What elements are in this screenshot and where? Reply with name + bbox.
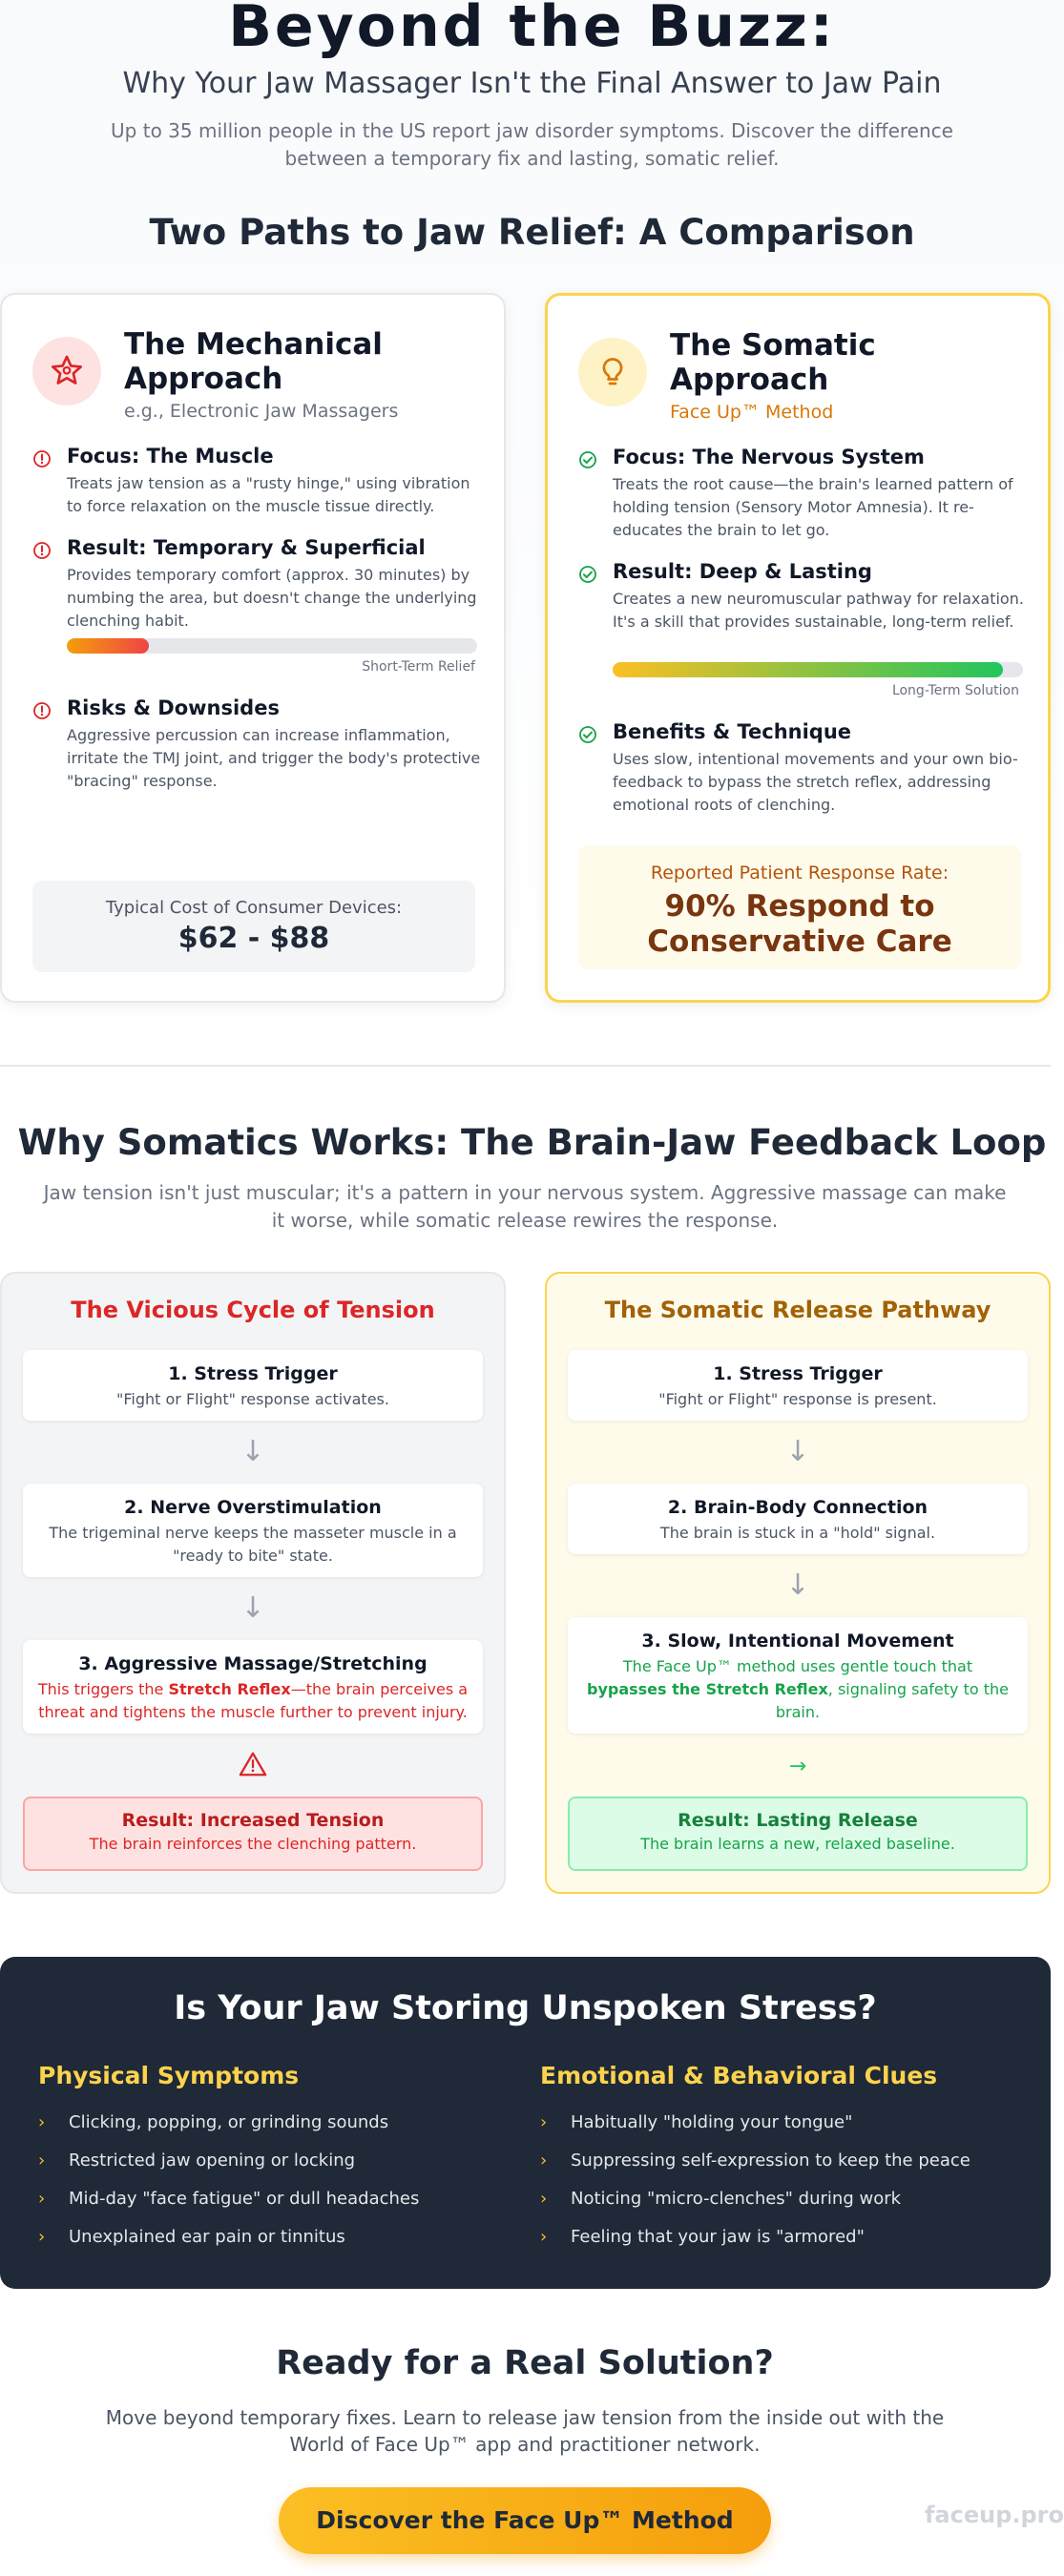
increased-tension-result <box>23 1797 483 1871</box>
mechanical-card-kicker: e.g., Electronic Jaw Massagers <box>124 401 399 422</box>
chevron-right-icon: › <box>540 2226 548 2247</box>
vicious-step <box>23 1350 483 1421</box>
check-circle-icon <box>578 719 613 817</box>
emotional-clues-title: Emotional & Behavioral Clues <box>540 2062 938 2089</box>
list-item: › Suppressing self-expression to keep the peace <box>540 2150 970 2171</box>
list-item: › Noticing "micro-clenches" during work <box>540 2188 902 2209</box>
item-text: Treats the root cause—the brain's learned pattern of holding tension (Sensory Motor Amnesia). It re-educates the brain to let go. <box>613 475 1013 539</box>
arrow-down-icon: ↓ <box>240 1591 265 1625</box>
emotional-clues-column <box>540 2062 998 2255</box>
somatic-item <box>578 559 1027 634</box>
cta-heading: Ready for a Real Solution? <box>276 2344 774 2382</box>
item-title: Risks & Downsides <box>67 696 280 719</box>
list-item: › Habitually "holding your tongue" <box>540 2111 853 2132</box>
mechanical-item <box>32 535 481 633</box>
cost-box <box>32 881 475 972</box>
step-title: 3. Slow, Intentional Movement <box>641 1631 954 1652</box>
arrow-right-icon: → <box>788 1755 807 1778</box>
somatic-step <box>568 1484 1028 1554</box>
item-title: Result: Temporary & Superficial <box>67 536 426 559</box>
mechanical-card-header <box>32 327 487 423</box>
cost-label: Typical Cost of Consumer Devices: <box>105 898 403 918</box>
feedback-heading: Why Somatics Works: The Brain-Jaw Feedback Loop <box>17 1122 1047 1163</box>
page-title: Beyond the Buzz: <box>228 0 836 60</box>
somatic-step <box>568 1350 1028 1421</box>
item-text: Treats jaw tension as a "rusty hinge," using vibration to force relaxation on the muscle tissue directly. <box>67 474 470 515</box>
arrow-down-icon: ↓ <box>785 1568 810 1602</box>
result-text: The brain reinforces the clenching pattern. <box>89 1835 417 1853</box>
long-term-solution-bar <box>613 662 1023 677</box>
star-badge-icon <box>32 337 101 405</box>
physical-symptoms-title: Physical Symptoms <box>38 2062 300 2089</box>
stress-section <box>0 1957 1051 2289</box>
result-title: Result: Increased Tension <box>121 1810 385 1831</box>
list-item: › Clicking, popping, or grinding sounds <box>38 2111 389 2132</box>
lasting-release-result <box>568 1797 1028 1871</box>
somatic-release-panel <box>545 1272 1051 1894</box>
step-title: 2. Nerve Overstimulation <box>124 1497 382 1518</box>
mechanical-approach-card <box>0 293 506 1003</box>
lightbulb-icon <box>578 338 647 406</box>
cta-description: Move beyond temporary fixes. Learn to release jaw tension from the inside out with the World of Face Up™ app and practitioner network. <box>105 2406 945 2456</box>
somatic-release-title: The Somatic Release Pathway <box>604 1297 991 1323</box>
response-rate-box <box>578 845 1021 969</box>
item-text: Uses slow, intentional movements and your own bio-feedback to bypass the stretch reflex, addressing emotional roots of clenching. <box>613 750 1018 814</box>
item-text: Aggressive percussion can increase inflammation, irritate the TMJ joint, and trigger the body's protective "bracing" response. <box>67 726 481 790</box>
somatic-step <box>568 1617 1028 1734</box>
stress-heading: Is Your Jaw Storing Unspoken Stress? <box>174 1989 877 2027</box>
hero-description: Up to 35 million people in the US report jaw disorder symptoms. Discover the difference between a temporary fix and lasting, somatic relief. <box>111 119 953 170</box>
vicious-step <box>23 1640 483 1734</box>
step-text: "Fight or Flight" response activates. <box>116 1390 389 1408</box>
somatic-card-title: The Somatic Approach <box>670 328 876 397</box>
vicious-cycle-title: The Vicious Cycle of Tension <box>71 1297 435 1323</box>
item-title: Result: Deep & Lasting <box>613 560 872 583</box>
list-item: › Feeling that your jaw is "armored" <box>540 2226 865 2247</box>
list-item: › Mid-day "face fatigue" or dull headaches <box>38 2188 420 2209</box>
section-divider <box>0 1065 1051 1067</box>
alert-circle-icon <box>32 696 67 793</box>
site-watermark: faceup.pro <box>924 2502 1064 2528</box>
chevron-right-icon: › <box>38 2111 46 2132</box>
response-rate-label: Reported Patient Response Rate: <box>650 862 949 883</box>
check-circle-icon <box>578 559 613 634</box>
step-text: The Face Up™ method uses gentle touch that bypasses the Stretch Reflex, signaling safety to the brain. <box>587 1657 1009 1721</box>
chevron-right-icon: › <box>540 2111 548 2132</box>
vicious-cycle-panel <box>0 1272 506 1894</box>
discover-method-button[interactable]: Discover the Face Up™ Method <box>279 2487 771 2554</box>
chevron-right-icon: › <box>540 2150 548 2171</box>
short-term-relief-bar-fill <box>67 638 149 654</box>
arrow-down-icon: ↓ <box>240 1435 265 1468</box>
alert-circle-icon <box>32 444 67 518</box>
hero-section <box>0 0 1064 173</box>
step-title: 2. Brain-Body Connection <box>667 1497 928 1518</box>
response-rate-value: 90% Respond to Conservative Care <box>647 889 952 959</box>
long-term-solution-bar-fill <box>613 662 1003 677</box>
long-term-solution-label: Long-Term Solution <box>891 683 1019 698</box>
mechanical-card-title: The Mechanical Approach <box>124 327 383 396</box>
list-item: › Restricted jaw opening or locking <box>38 2150 356 2171</box>
list-item: › Unexplained ear pain or tinnitus <box>38 2226 345 2247</box>
check-circle-icon <box>578 445 613 542</box>
chevron-right-icon: › <box>38 2226 46 2247</box>
item-title: Focus: The Nervous System <box>613 446 925 468</box>
somatic-card-header <box>578 328 1033 424</box>
emotional-clues-list <box>540 2103 998 2255</box>
step-text: The trigeminal nerve keeps the masseter muscle in a "ready to bite" state. <box>49 1524 457 1565</box>
step-title: 1. Stress Trigger <box>713 1363 883 1384</box>
item-text: Creates a new neuromuscular pathway for relaxation. It's a skill that provides sustainable, long-term relief. <box>613 590 1024 631</box>
somatic-card-kicker: Face Up™ Method <box>670 402 834 423</box>
step-title: 1. Stress Trigger <box>168 1363 338 1384</box>
chevron-right-icon: › <box>540 2188 548 2209</box>
step-text: "Fight or Flight" response is present. <box>658 1390 937 1408</box>
step-text: The brain is stuck in a "hold" signal. <box>659 1524 936 1542</box>
page-subtitle: Why Your Jaw Massager Isn't the Final Answer to Jaw Pain <box>122 67 942 100</box>
comparison-heading: Two Paths to Jaw Relief: A Comparison <box>149 212 915 253</box>
physical-symptoms-column <box>38 2062 496 2255</box>
alert-circle-icon <box>32 535 67 633</box>
mechanical-item <box>32 444 481 518</box>
feedback-description: Jaw tension isn't just muscular; it's a pattern in your nervous system. Aggressive massage can make it worse, while somatic release rewires the response. <box>43 1181 1007 1232</box>
step-title: 3. Aggressive Massage/Stretching <box>78 1653 428 1674</box>
vicious-step <box>23 1484 483 1577</box>
short-term-relief-bar <box>67 638 477 654</box>
mechanical-item <box>32 696 481 793</box>
warning-triangle-icon <box>2 1751 504 1781</box>
cost-value: $62 - $88 <box>177 922 330 955</box>
arrow-down-icon: ↓ <box>785 1435 810 1468</box>
step-text: This triggers the Stretch Reflex—the brain perceives a threat and tightens the muscle further to prevent injury. <box>37 1680 469 1721</box>
chevron-right-icon: › <box>38 2188 46 2209</box>
somatic-approach-card <box>545 293 1051 1003</box>
short-term-relief-label: Short-Term Relief <box>362 659 475 675</box>
chevron-right-icon: › <box>38 2150 46 2171</box>
result-text: The brain learns a new, relaxed baseline. <box>640 1835 955 1853</box>
somatic-item <box>578 719 1027 817</box>
somatic-item <box>578 445 1027 542</box>
item-text: Provides temporary comfort (approx. 30 minutes) by numbing the area, but doesn't change the underlying clenching habit. <box>67 566 477 630</box>
item-title: Benefits & Technique <box>613 720 852 743</box>
physical-symptoms-list <box>38 2103 496 2255</box>
item-title: Focus: The Muscle <box>67 445 274 467</box>
result-title: Result: Lasting Release <box>678 1810 918 1831</box>
